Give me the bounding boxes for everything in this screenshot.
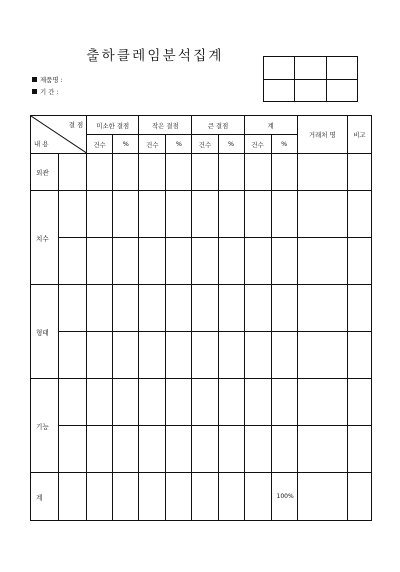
table-cell — [166, 332, 192, 379]
table-cell — [192, 379, 218, 426]
table-cell — [297, 332, 347, 379]
table-cell — [59, 473, 87, 521]
table-cell — [244, 332, 271, 379]
row-label-appearance: 외관 — [31, 153, 59, 191]
table-cell — [113, 379, 139, 426]
table-row — [31, 285, 372, 332]
row-label-shape: 형태 — [31, 285, 59, 379]
table-cell — [244, 153, 271, 191]
header-vendor-name: 거래처 명 — [297, 116, 347, 154]
table-cell — [271, 426, 297, 473]
table-cell — [139, 285, 166, 332]
table-cell — [113, 238, 139, 285]
table-cell — [166, 379, 192, 426]
content-axis-label: 내 용 — [34, 139, 49, 148]
table-cell — [139, 153, 166, 191]
table-cell — [59, 285, 87, 332]
header-remarks: 비고 — [347, 116, 371, 154]
table-cell — [87, 238, 113, 285]
defect-axis-label: 결 점 — [68, 121, 84, 129]
approval-cell — [326, 79, 357, 102]
table-cell — [166, 153, 192, 191]
product-name-label: 제품명 : — [40, 76, 63, 84]
subheader-percent: % — [271, 135, 297, 153]
table-row — [31, 153, 372, 191]
table-cell — [59, 332, 87, 379]
table-cell — [113, 473, 139, 521]
header-minor-defect: 미소한 결점 — [87, 116, 139, 135]
table-cell — [87, 473, 113, 521]
table-cell — [347, 285, 371, 332]
table-cell — [347, 426, 371, 473]
table-cell — [166, 238, 192, 285]
table-cell — [113, 285, 139, 332]
subheader-percent: % — [113, 135, 139, 153]
square-bullet-icon — [32, 77, 37, 82]
table-cell — [244, 426, 271, 473]
table-cell — [271, 379, 297, 426]
approval-cell — [326, 57, 357, 80]
table-row — [31, 332, 372, 379]
approval-cell — [295, 57, 326, 80]
period-field — [32, 87, 59, 96]
table-cell — [271, 285, 297, 332]
table-cell — [347, 379, 371, 426]
table-cell — [192, 191, 218, 238]
table-cell — [113, 332, 139, 379]
table-cell — [271, 153, 297, 191]
table-cell — [139, 426, 166, 473]
table-cell — [59, 153, 87, 191]
square-bullet-icon — [32, 89, 37, 94]
table-cell — [113, 191, 139, 238]
table-cell — [297, 473, 347, 521]
table-cell — [192, 153, 218, 191]
row-label-function: 기능 — [31, 379, 59, 473]
header-diagonal-cell — [31, 116, 87, 154]
product-name-field — [32, 75, 63, 84]
header-major-defect: 큰 결점 — [192, 116, 244, 135]
table-cell — [192, 285, 218, 332]
approval-cell — [295, 79, 326, 102]
row-label-total: 계 — [31, 473, 59, 521]
table-cell — [218, 332, 244, 379]
table-cell — [347, 473, 371, 521]
subheader-percent: % — [166, 135, 192, 153]
table-cell — [244, 473, 271, 521]
table-cell — [244, 379, 271, 426]
table-cell — [297, 191, 347, 238]
table-cell — [139, 332, 166, 379]
table-cell — [297, 285, 347, 332]
table-cell — [139, 191, 166, 238]
table-cell — [218, 379, 244, 426]
table-cell — [192, 473, 218, 521]
table-cell — [139, 379, 166, 426]
table-cell — [87, 332, 113, 379]
subheader-count: 건수 — [192, 135, 218, 153]
table-cell — [297, 379, 347, 426]
table-cell — [271, 191, 297, 238]
table-cell — [87, 153, 113, 191]
table-cell — [192, 426, 218, 473]
table-cell — [166, 426, 192, 473]
subheader-count: 건수 — [139, 135, 166, 153]
table-cell — [166, 191, 192, 238]
table-row — [31, 426, 372, 473]
table-cell — [218, 153, 244, 191]
table-cell — [87, 191, 113, 238]
table-cell — [113, 153, 139, 191]
table-row — [31, 191, 372, 238]
table-cell — [347, 332, 371, 379]
table-cell — [271, 332, 297, 379]
document-title: 출하클레임분석집계 — [86, 48, 224, 64]
table-row — [31, 473, 372, 521]
subheader-percent: % — [218, 135, 244, 153]
subheader-count: 건수 — [244, 135, 271, 153]
table-cell — [218, 238, 244, 285]
row-label-dimension: 치수 — [31, 191, 59, 285]
table-cell — [192, 332, 218, 379]
table-cell — [347, 238, 371, 285]
table-cell — [139, 473, 166, 521]
table-cell — [297, 153, 347, 191]
table-cell — [59, 191, 87, 238]
table-cell — [192, 238, 218, 285]
table-cell — [166, 285, 192, 332]
table-cell — [218, 473, 244, 521]
table-cell — [218, 285, 244, 332]
table-cell — [347, 191, 371, 238]
approval-cell — [264, 57, 295, 80]
table-cell — [271, 238, 297, 285]
table-cell — [244, 285, 271, 332]
table-row — [31, 379, 372, 426]
subheader-count: 건수 — [87, 135, 113, 153]
table-cell — [59, 379, 87, 426]
table-cell — [244, 238, 271, 285]
table-cell — [347, 153, 371, 191]
claim-analysis-table — [30, 115, 372, 521]
header-defect-total: 계 — [244, 116, 297, 135]
table-cell — [113, 426, 139, 473]
header-small-defect: 작은 결점 — [139, 116, 192, 135]
table-cell — [218, 426, 244, 473]
table-cell — [59, 238, 87, 285]
table-row — [31, 238, 372, 285]
period-label: 기 간 : — [40, 88, 59, 96]
table-cell — [87, 379, 113, 426]
table-cell — [139, 238, 166, 285]
table-cell — [244, 191, 271, 238]
table-cell — [218, 191, 244, 238]
table-cell — [87, 426, 113, 473]
table-cell — [297, 238, 347, 285]
table-cell — [166, 473, 192, 521]
table-cell — [297, 426, 347, 473]
table-cell — [59, 426, 87, 473]
table-cell — [87, 285, 113, 332]
total-percent-value: 100% — [271, 473, 297, 521]
approval-cell — [264, 79, 295, 102]
approval-box — [263, 56, 358, 102]
